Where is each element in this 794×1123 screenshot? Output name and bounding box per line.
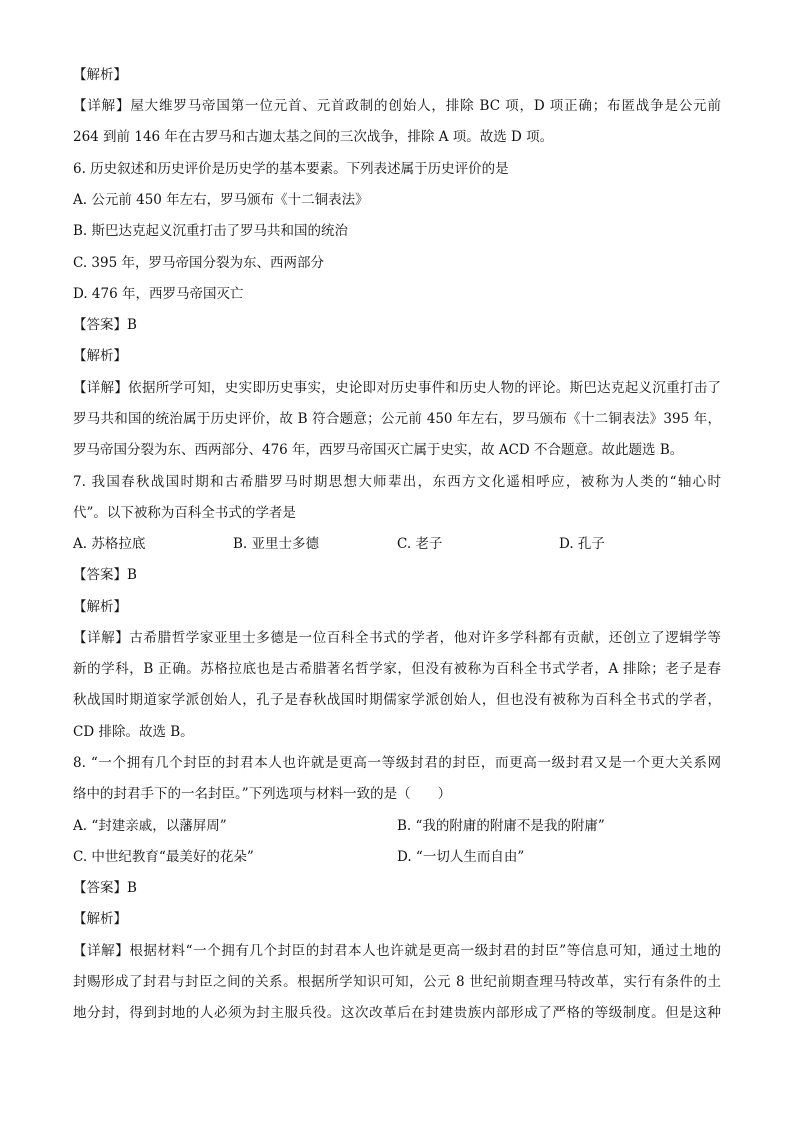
- explanation-line: 【详解】依据所学可知，史实即历史事实，史论即对历史事件和历史人物的评论。斯巴达克起义沉重打击了: [73, 380, 721, 396]
- analysis-heading: 【解析】: [73, 599, 127, 615]
- analysis-heading: 【解析】: [73, 67, 127, 83]
- question-6-option-c: C. 395 年，罗马帝国分裂为东、西两部分: [73, 255, 324, 271]
- question-6-stem: 6. 历史叙述和历史评价是历史学的基本要素。下列表述属于历史评价的是: [73, 161, 509, 177]
- question-7-stem: 7. 我国春秋战国时期和古希腊罗马时期思想大师辈出，东西方文化遥相呼应，被称为人类的“轴心时: [73, 474, 721, 490]
- question-8-stem: 8. “一个拥有几个封臣的封君本人也许就是更高一等级封君的封臣，而更高一级封君又是一个更大关系网: [73, 755, 721, 771]
- question-7-options: [73, 534, 723, 554]
- explanation-line: 封赐形成了封君与封臣之间的关系。根据所学知识可知，公元 8 世纪前期查理马特改革，实行有条件的土: [73, 974, 721, 990]
- answer-8: 【答案】B: [73, 880, 137, 896]
- question-6-option-a: A. 公元前 450 年左右，罗马颁布《十二铜表法》: [73, 192, 369, 208]
- explanation-line: CD 排除。故选 B。: [73, 724, 194, 740]
- explanation-line: 秋战国时期道家学派创始人，孔子是春秋战国时期儒家学派创始人，但也没有被称为百科全书式的学者，: [73, 692, 721, 708]
- question-7-stem: 代”。以下被称为百科全书式的学者是: [73, 505, 296, 521]
- question-7-option-d: D. 孔子: [559, 536, 605, 552]
- answer-7: 【答案】B: [73, 567, 137, 583]
- explanation-line: 新的学科，B 正确。苏格拉底也是古希腊著名哲学家，但没有被称为百科全书式学者，A 排除；老子是春: [73, 661, 721, 677]
- question-8-option-b: B. “我的附庸的附庸不是我的附庸”: [397, 818, 605, 834]
- question-7-option-a: A. 苏格拉底: [73, 536, 146, 552]
- question-7-option-b: B. 亚里士多德: [233, 536, 320, 552]
- question-8-option-d: D. “一切人生而自由”: [397, 849, 525, 865]
- question-6-option-b: B. 斯巴达克起义沉重打击了罗马共和国的统治: [73, 223, 349, 239]
- analysis-heading: 【解析】: [73, 348, 127, 364]
- explanation-line: 罗马帝国分裂为东、西两部分、476 年，西罗马帝国灭亡属于史实，故 ACD 不合题意。故此题选 B。: [73, 442, 684, 458]
- explanation-line: 【详解】屋大维罗马帝国第一位元首、元首政制的创始人，排除 BC 项，D 项正确；布匿战争是公元前: [73, 98, 721, 114]
- question-6-option-d: D. 476 年，西罗马帝国灭亡: [73, 286, 244, 302]
- explanation-line: 地分封，得到封地的人必须为封主服兵役。这次改革后在封建贵族内部形成了严格的等级制度。但是这种: [73, 1005, 721, 1021]
- analysis-heading: 【解析】: [73, 911, 127, 927]
- question-8-options-row-1: [73, 816, 723, 836]
- explanation-line: 【详解】古希腊哲学家亚里士多德是一位百科全书式的学者，他对许多学科都有贡献，还创立了逻辑学等: [73, 630, 721, 646]
- question-8-option-a: A. “封建亲戚，以藩屏周”: [73, 818, 227, 834]
- question-8-options-row-2: [73, 847, 723, 867]
- question-8-option-c: C. 中世纪教育“最美好的花朵”: [73, 849, 254, 865]
- question-8-stem: 络中的封君手下的一名封臣。”下列选项与材料一致的是（ ）: [73, 786, 452, 802]
- question-7-option-c: C. 老子: [397, 536, 443, 552]
- explanation-line: 罗马共和国的统治属于历史评价，故 B 符合题意；公元前 450 年左右，罗马颁布《十二铜表法》395 年，: [73, 411, 721, 427]
- explanation-line: 264 到前 146 年在古罗马和古迦太基之间的三次战争，排除 A 项。故选 D 项。: [73, 129, 554, 145]
- answer-6: 【答案】B: [73, 317, 137, 333]
- explanation-line: 【详解】根据材料“一个拥有几个封臣的封君本人也许就是更高一级封君的封臣”等信息可知，通过土地的: [73, 943, 721, 959]
